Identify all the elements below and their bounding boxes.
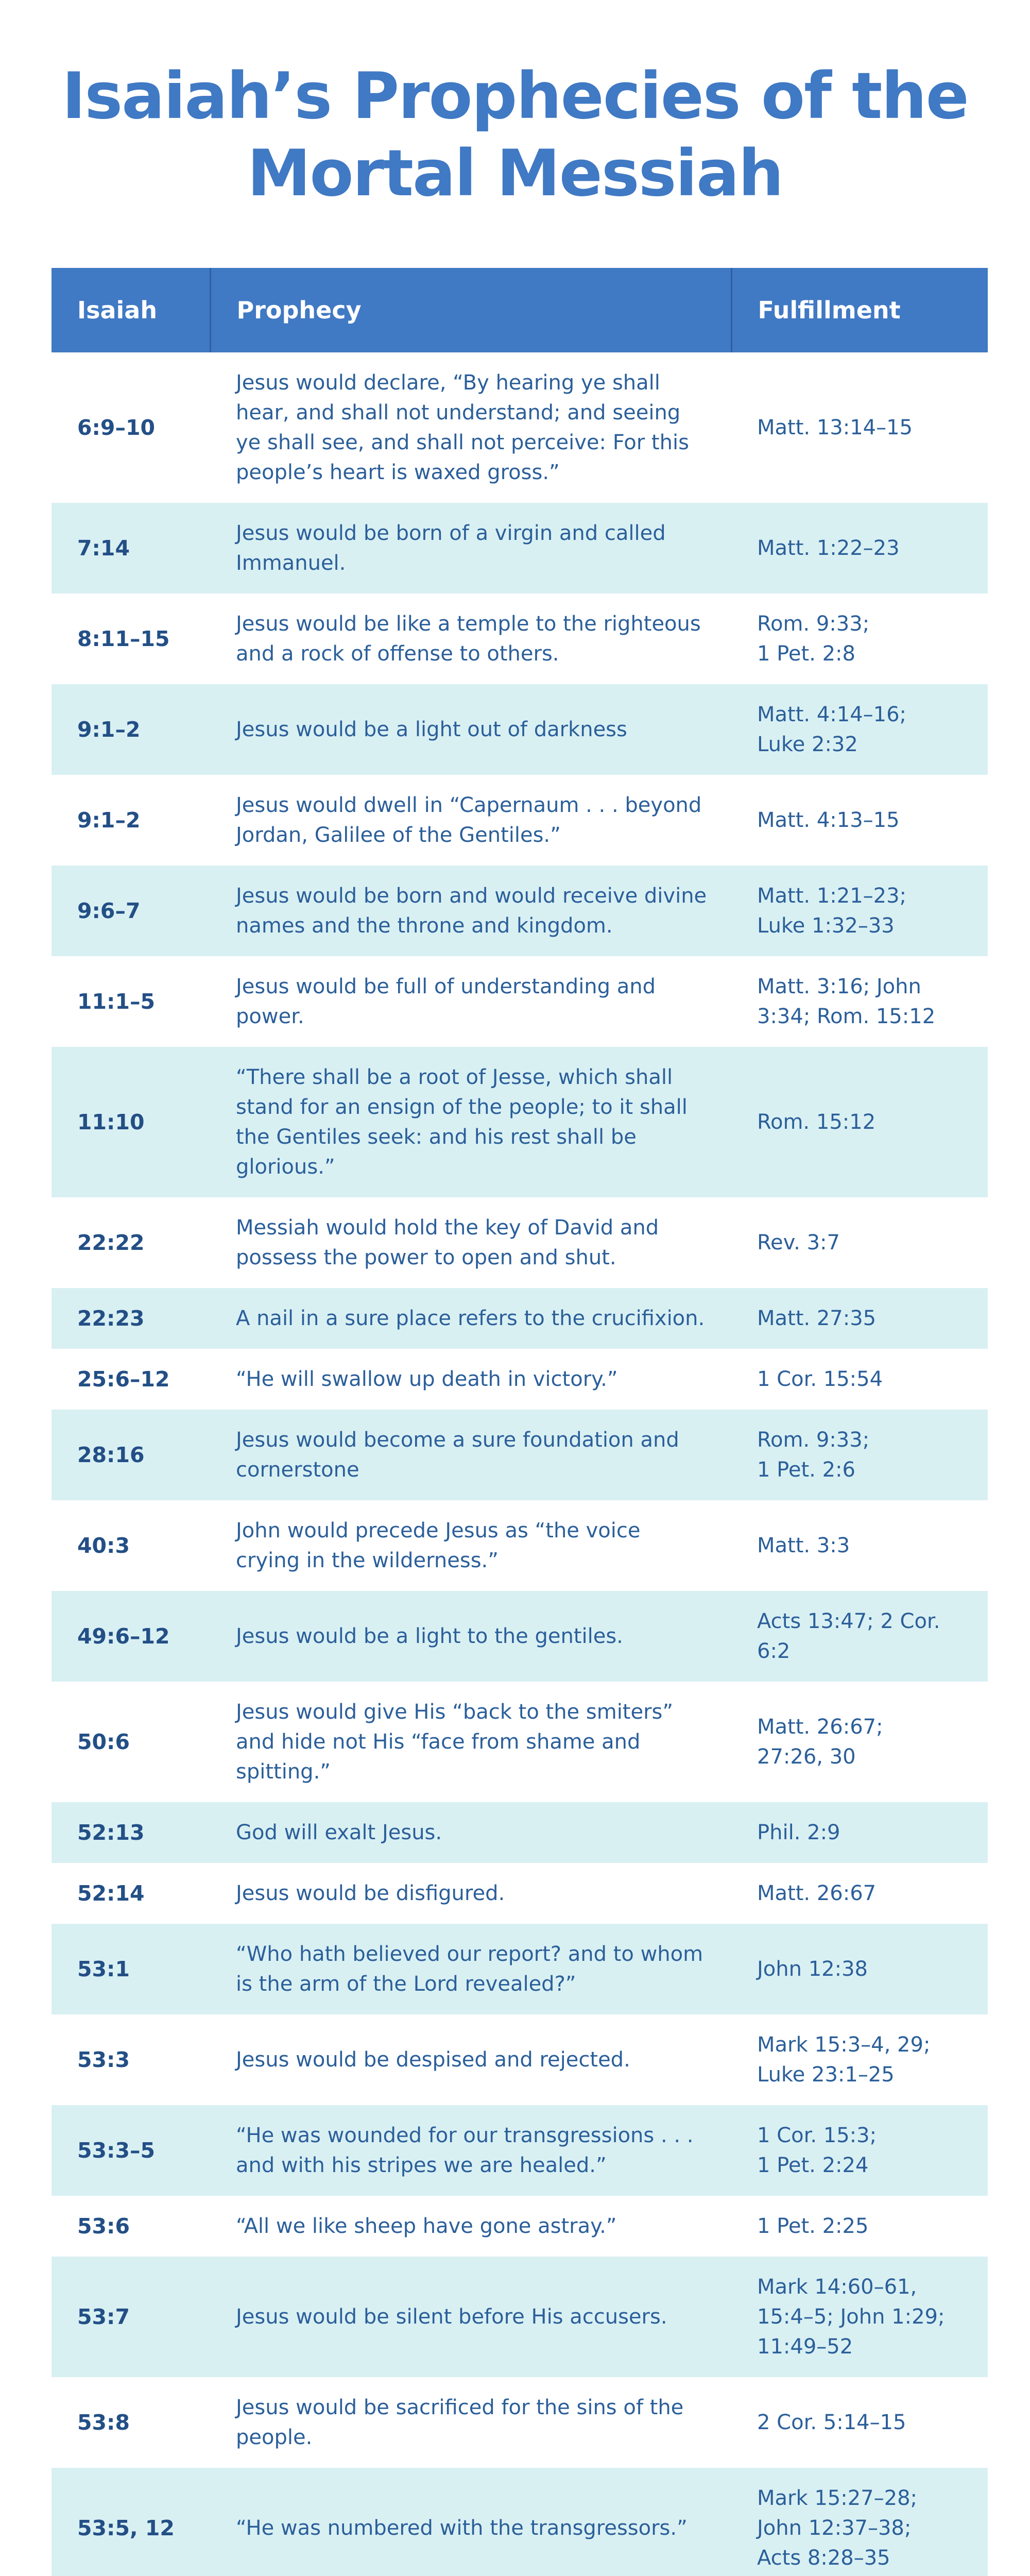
- prophecy-cell: John would precede Jesus as “the voice crying in the wilderness.”: [236, 1519, 641, 1572]
- table-row: [52, 775, 988, 866]
- fulfillment-cell: Phil. 2:9: [731, 1802, 988, 1863]
- prophecy-cell: Jesus would be full of understanding and power.: [236, 975, 656, 1028]
- fulfillment-cell: Matt. 26:67: [757, 1882, 877, 1905]
- isaiah-reference-cell: 22:23: [52, 1288, 210, 1349]
- table-row: [52, 2377, 988, 2468]
- fulfillment-cell: Mark 14:60–61, 15:4–5; John 1:29; 11:49–52: [731, 2257, 988, 2377]
- table-row: [52, 1197, 988, 1288]
- title-line-2: Mortal Messiah: [247, 137, 783, 211]
- prophecy-cell: “He was numbered with the transgressors.”: [210, 2468, 731, 2576]
- fulfillment-cell: Acts 13:47; 2 Cor. 6:2: [731, 1591, 988, 1682]
- prophecy-cell: “All we like sheep have gone astray.”: [236, 2214, 617, 2238]
- table-row: [52, 2014, 988, 2105]
- fulfillment-cell: Matt. 1:22–23: [731, 503, 988, 594]
- fulfillment-cell: 1 Cor. 15:3; 1 Pet. 2:24: [731, 2105, 988, 2196]
- isaiah-reference-cell: 9:1–2: [52, 684, 210, 775]
- isaiah-reference-cell: 53:7: [52, 2257, 210, 2377]
- table-row: [52, 866, 988, 956]
- table-row: [52, 2196, 988, 2257]
- table-row: [52, 1500, 988, 1591]
- fulfillment-cell: Rom. 15:12: [731, 1047, 988, 1197]
- prophecy-table: [52, 268, 988, 2576]
- prophecy-cell: Jesus would be born of a virgin and called Immanuel.: [210, 503, 731, 594]
- isaiah-reference-cell: 28:16: [52, 1410, 210, 1500]
- table-row: [52, 594, 988, 684]
- table-row: [52, 1682, 988, 1802]
- column-header-isaiah: Isaiah: [52, 268, 210, 352]
- table-header: [52, 268, 988, 352]
- fulfillment-cell: Matt. 26:67; 27:26, 30: [757, 1715, 883, 1769]
- prophecy-cell: Jesus would dwell in “Capernaum . . . beyond Jordan, Galilee of the Gentiles.”: [236, 793, 702, 847]
- fulfillment-cell: Matt. 3:3: [757, 1534, 850, 1557]
- fulfillment-cell: Mark 15:3–4, 29; Luke 23:1–25: [757, 2033, 931, 2087]
- isaiah-reference-cell: 53:6: [77, 2214, 130, 2239]
- column-header-fulfillment: Fulfillment: [731, 268, 988, 352]
- table-row: [52, 1924, 988, 2014]
- prophecy-cell: Jesus would be silent before His accusers.: [210, 2257, 731, 2377]
- prophecy-cell: Jesus would be a light to the gentiles.: [210, 1591, 731, 1682]
- table-row: [52, 1591, 988, 1682]
- table-row: [52, 2468, 988, 2576]
- title-line-1: Isaiah’s Prophecies of the: [62, 59, 968, 133]
- fulfillment-cell: Rom. 9:33; 1 Pet. 2:6: [731, 1410, 988, 1500]
- table-row: [52, 1047, 988, 1197]
- table-row: [52, 956, 988, 1047]
- prophecy-cell: Jesus would declare, “By hearing ye shall hear, and shall not understand; and seeing ye shall see, and shall not perceive: For this people’s heart is waxed gross.”: [236, 371, 689, 484]
- isaiah-reference-cell: 7:14: [52, 503, 210, 594]
- column-header-prophecy: Prophecy: [210, 268, 731, 352]
- table-row: [52, 2257, 988, 2377]
- table-row: [52, 1863, 988, 1924]
- fulfillment-cell: Rom. 9:33; 1 Pet. 2:8: [757, 612, 870, 666]
- isaiah-reference-cell: 49:6–12: [52, 1591, 210, 1682]
- prophecy-cell: “There shall be a root of Jesse, which shall stand for an ensign of the people; to it shall the Gentiles seek: and his rest shall be glorious.”: [210, 1047, 731, 1197]
- table-row: [52, 1410, 988, 1500]
- fulfillment-cell: Mark 15:27–28; John 12:37–38; Acts 8:28–35: [731, 2468, 988, 2576]
- fulfillment-cell: Matt. 27:35: [731, 1288, 988, 1349]
- fulfillment-cell: Matt. 13:14–15: [757, 416, 913, 439]
- isaiah-reference-cell: 25:6–12: [77, 1367, 170, 1392]
- prophecy-cell: “He will swallow up death in victory.”: [236, 1367, 618, 1391]
- isaiah-reference-cell: 52:14: [77, 1881, 145, 1906]
- prophecy-cell: Jesus would be a light out of darkness: [210, 684, 731, 775]
- table-row: [52, 684, 988, 775]
- isaiah-reference-cell: 53:1: [52, 1924, 210, 2014]
- isaiah-reference-cell: 8:11–15: [77, 626, 170, 651]
- isaiah-reference-cell: 22:22: [77, 1230, 145, 1255]
- isaiah-reference-cell: 9:1–2: [77, 808, 141, 833]
- prophecy-cell: “He was wounded for our transgressions . . . and with his stripes we are healed.”: [210, 2105, 731, 2196]
- fulfillment-cell: Rev. 3:7: [757, 1231, 840, 1255]
- isaiah-reference-cell: 53:8: [77, 2410, 130, 2435]
- isaiah-reference-cell: 6:9–10: [77, 415, 156, 440]
- isaiah-reference-cell: 40:3: [77, 1533, 130, 1558]
- fulfillment-cell: Matt. 4:14–16; Luke 2:32: [731, 684, 988, 775]
- isaiah-reference-cell: 53:3–5: [52, 2105, 210, 2196]
- table-row: [52, 2105, 988, 2196]
- fulfillment-cell: Matt. 4:13–15: [757, 808, 900, 832]
- prophecy-cell: God will exalt Jesus.: [210, 1802, 731, 1863]
- fulfillment-cell: 2 Cor. 5:14–15: [757, 2411, 906, 2434]
- isaiah-reference-cell: 53:5, 12: [52, 2468, 210, 2576]
- fulfillment-cell: John 12:38: [731, 1924, 988, 2014]
- prophecy-cell: Jesus would be disfigured.: [236, 1882, 505, 1905]
- prophecy-cell: Jesus would be despised and rejected.: [236, 2048, 630, 2072]
- fulfillment-cell: 1 Pet. 2:25: [757, 2214, 869, 2238]
- prophecy-cell: Jesus would give His “back to the smiters” and hide not His “face from shame and spitting.”: [236, 1700, 674, 1784]
- table-header-row: [52, 268, 988, 352]
- prophecy-cell: Jesus would be born and would receive divine names and the throne and kingdom.: [210, 866, 731, 956]
- table-row: [52, 1288, 988, 1349]
- prophecy-cell: Jesus would be sacrificed for the sins of the people.: [236, 2396, 684, 2449]
- prophecy-cell: Messiah would hold the key of David and possess the power to open and shut.: [236, 1216, 659, 1269]
- table-row: [52, 352, 988, 503]
- prophecy-cell: A nail in a sure place refers to the crucifixion.: [210, 1288, 731, 1349]
- table-body: [52, 352, 988, 2576]
- table-row: [52, 503, 988, 594]
- isaiah-reference-cell: 11:1–5: [77, 989, 156, 1014]
- prophecy-cell: Jesus would be like a temple to the righteous and a rock of offense to others.: [236, 612, 701, 666]
- prophecy-cell: Jesus would become a sure foundation and cornerstone: [210, 1410, 731, 1500]
- page-title: [0, 58, 1030, 212]
- isaiah-reference-cell: 53:3: [77, 2047, 130, 2072]
- isaiah-reference-cell: 52:13: [52, 1802, 210, 1863]
- fulfillment-cell: Matt. 3:16; John 3:34; Rom. 15:12: [757, 975, 936, 1028]
- table-row: [52, 1349, 988, 1410]
- fulfillment-cell: 1 Cor. 15:54: [757, 1367, 883, 1391]
- prophecy-cell: “Who hath believed our report? and to whom is the arm of the Lord revealed?”: [210, 1924, 731, 2014]
- isaiah-reference-cell: 11:10: [52, 1047, 210, 1197]
- isaiah-reference-cell: 50:6: [77, 1730, 130, 1754]
- isaiah-reference-cell: 9:6–7: [52, 866, 210, 956]
- fulfillment-cell: Matt. 1:21–23; Luke 1:32–33: [731, 866, 988, 956]
- table-row: [52, 1802, 988, 1863]
